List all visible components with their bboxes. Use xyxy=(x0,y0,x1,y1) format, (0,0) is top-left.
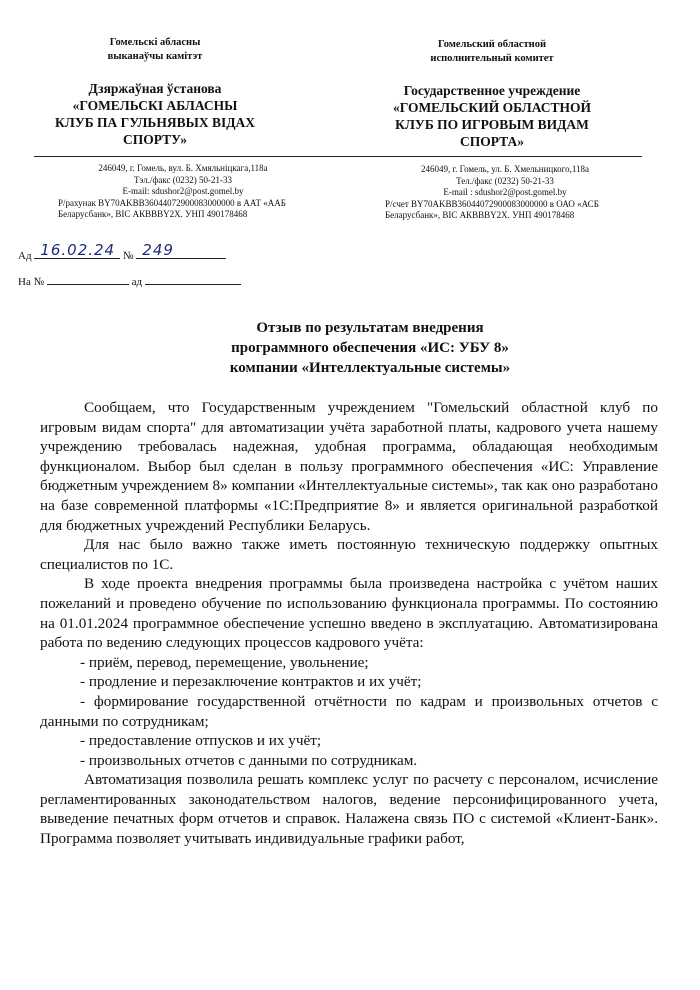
outgoing-date-field xyxy=(34,241,120,259)
org-name-line: КЛУБ ПО ИГРОВЫМ ВИДАМ xyxy=(395,117,589,132)
address-line: 246049, г. Гомель, ул. Б. Хмельницкого,118а xyxy=(421,164,589,174)
outgoing-prefix: Ад xyxy=(18,250,32,262)
header-russian xyxy=(372,38,612,150)
email-line: E-mail: sdushor2@post.gomel.by xyxy=(122,186,244,196)
authority-line: исполнительный комитет xyxy=(430,53,554,64)
title-line: Отзыв по результатам внедрения xyxy=(256,320,484,336)
title-line: компании «Интеллектуальные системы» xyxy=(229,360,511,376)
incoming-prefix: На № xyxy=(18,276,45,288)
authority-line: Гомельскі абласны xyxy=(109,37,201,48)
handwritten-date: 16.02.24 xyxy=(40,241,116,259)
list-item: - продление и перезаключение контрактов и их учёт; xyxy=(80,673,422,691)
paragraph: Для нас было важно также иметь постоянную техническую поддержку опытных специалистов по 1С. xyxy=(40,536,658,573)
outgoing-number-field xyxy=(136,241,226,259)
letter-body xyxy=(40,398,658,849)
incoming-number-field xyxy=(47,272,129,285)
list-item: - формирование государственной отчётности по кадрам и произвольных отчетов с данными по сотрудникам; xyxy=(40,692,658,730)
title-line: программного обеспечения «ИС: УБУ 8» xyxy=(231,340,509,356)
bank-line: Беларусбанк», ВІС АКВВBY2X. УНП 490178468 xyxy=(58,209,248,219)
header-divider xyxy=(34,156,642,157)
org-name-line: «ГОМЕЛЬСКИЙ ОБЛАСТНОЙ xyxy=(392,100,592,115)
bank-line: Беларусбанк», ВІС АКВВBY2X. УНП 490178468 xyxy=(385,210,575,220)
incoming-registration xyxy=(18,272,241,288)
authority-line: выканаўчы камітэт xyxy=(107,51,203,62)
outgoing-registration xyxy=(18,241,226,262)
incoming-date-field xyxy=(145,272,241,285)
authority-line: Гомельский областной xyxy=(437,39,547,50)
address-block-belarusian xyxy=(58,163,308,221)
handwritten-number: 249 xyxy=(142,241,174,259)
org-name-line: КЛУБ ПА ГУЛЬНЯВЫХ ВІДАХ xyxy=(54,115,256,130)
incoming-from-label: ад xyxy=(131,276,143,288)
phone-line: Тел./факс (0232) 50-21-33 xyxy=(456,175,554,186)
phone-line: Тэл./факс (0232) 50-21-33 xyxy=(134,174,232,185)
paragraph: Сообщаем, что Государственным учреждением "Гомельский областной клуб по игровым видам спорта" для автоматизации учёта заработной платы, кадрового учета нашему учреждению требовалась надежная, удобная программа, обладающая необходимым функционалом. Выбор был сделан в пользу программного обеспечения «ИС: Управление бюджетным учреждением 8» компании «Интеллектуальные системы», так как оно разработано на базе современной платформы «1С:Предприятие 8» и является оригинальной разработкой для бюджетных учреждений Республики Беларусь. xyxy=(40,399,658,534)
bank-line: Р/счет BY70AKBB36044072900083000000 в ОАО «АСБ xyxy=(385,198,599,209)
email-line: E-mail : sdushor2@post.gomel.by xyxy=(443,187,567,197)
list-item: - приём, перевод, перемещение, увольнение; xyxy=(80,653,369,671)
org-type: Государственное учреждение xyxy=(403,83,581,98)
list-item: - предоставление отпусков и их учёт; xyxy=(80,732,322,750)
header-belarusian xyxy=(30,36,280,148)
org-name-line: СПОРТУ» xyxy=(123,132,187,147)
number-sign: № xyxy=(123,250,134,262)
org-name-line: СПОРТА» xyxy=(460,134,524,149)
list-item: - произвольных отчетов с данными по сотрудникам. xyxy=(80,751,418,769)
org-type: Дзяржаўная ўстанова xyxy=(88,81,222,96)
paragraph: Автоматизация позволила решать комплекс услуг по расчету с персоналом, исчисление регламентированных законодательством налогов, ведение персонифицированного учета, выведение печатных форм отчетов и справок. Налажена связь ПО с системой «Клиент-Банк». Программа позволяет учитывать индивидуальные графики работ, xyxy=(40,771,658,848)
org-name-line: «ГОМЕЛЬСКІ АБЛАСНЫ xyxy=(72,98,238,113)
document-title xyxy=(170,318,570,378)
paragraph: В ходе проекта внедрения программы была произведена настройка с учётом наших пожеланий и проведено обучение по использованию функционала программы. По состоянию на 01.01.2024 программное обеспечение успешно введено в эксплуатацию. Автоматизирована работа по ведению следующих процессов кадрового учёта: xyxy=(40,575,658,652)
address-block-russian xyxy=(385,164,625,222)
bank-line: Р/рахунак BY70AKBB36044072900083000000 в ААТ «ААБ xyxy=(58,197,286,208)
address-line: 246049, г. Гомель, вул. Б. Хмяльніцкага,118а xyxy=(98,163,268,173)
